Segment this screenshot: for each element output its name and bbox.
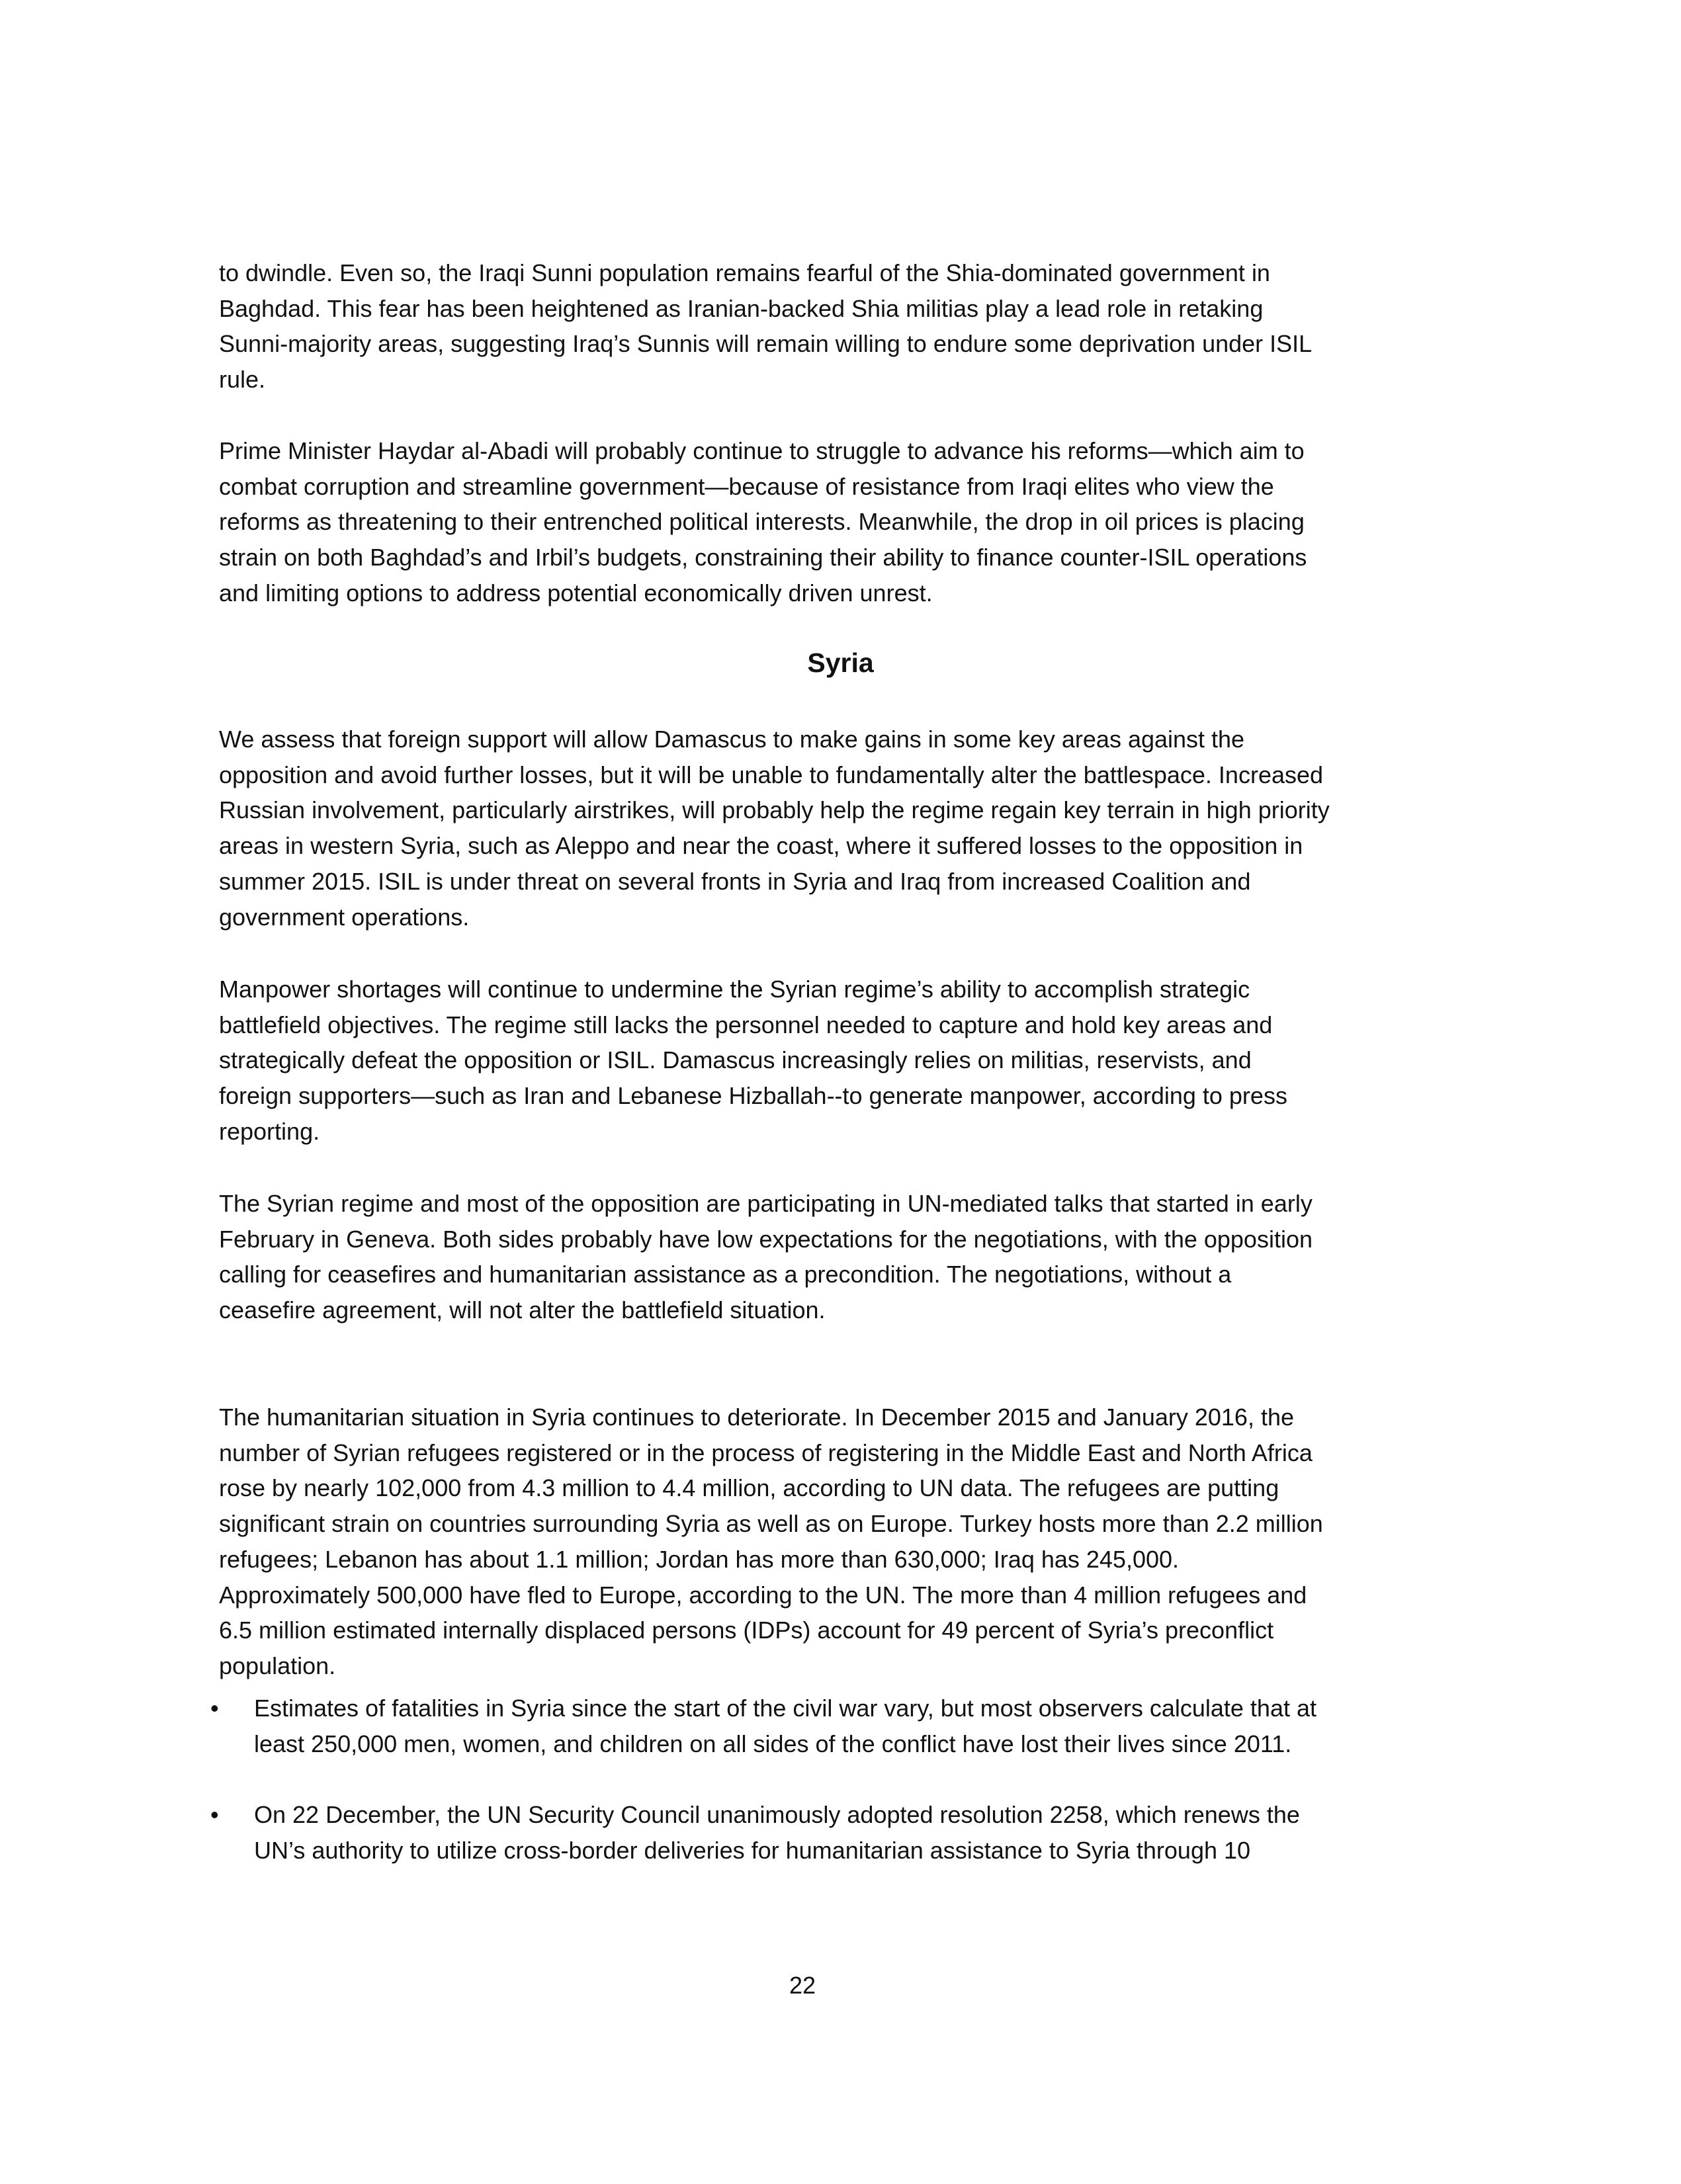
paragraph-iraq-sunni: [219, 255, 1312, 398]
text-line: Approximately 500,000 have fled to Europe, according to the UN. The more than 4 million refugees and: [219, 1581, 1307, 1609]
text-line: UN’s authority to utilize cross-border deliveries for humanitarian assistance to Syria through 10: [254, 1836, 1251, 1864]
text-line: foreign supporters—such as Iran and Lebanese Hizballah--to generate manpower, according to press: [219, 1082, 1287, 1110]
text-line: reforms as threatening to their entrenched political interests. Meanwhile, the drop in oil prices is placing: [219, 508, 1305, 536]
text-line: Prime Minister Haydar al-Abadi will probably continue to struggle to advance his reforms—which aim to: [219, 437, 1305, 464]
text-line: government operations.: [219, 903, 470, 931]
text-line: combat corruption and streamline government—because of resistance from Iraqi elites who view the: [219, 472, 1274, 500]
text-line: We assess that foreign support will allow Damascus to make gains in some key areas against the: [219, 726, 1245, 753]
bullet-icon: •: [210, 1695, 219, 1722]
text-line: strategically defeat the opposition or ISIL. Damascus increasingly relies on militias, reservists, and: [219, 1046, 1252, 1074]
text-line: least 250,000 men, women, and children on all sides of the conflict have lost their lives since 2011.: [254, 1730, 1292, 1757]
text-line: refugees; Lebanon has about 1.1 million; Jordan has more than 630,000; Iraq has 245,000.: [219, 1545, 1180, 1573]
text-line: 6.5 million estimated internally displaced persons (IDPs) account for 49 percent of Syria’s preconflict: [219, 1617, 1274, 1644]
text-line: calling for ceasefires and humanitarian assistance as a precondition. The negotiations, without a: [219, 1261, 1232, 1288]
text-line: rose by nearly 102,000 from 4.3 million to 4.4 million, according to UN data. The refugees are putting: [219, 1474, 1279, 1502]
text-line: opposition and avoid further losses, but it will be unable to fundamentally alter the battlespace. Increased: [219, 761, 1324, 788]
text-line: rule.: [219, 366, 266, 394]
text-line: strain on both Baghdad’s and Irbil’s budgets, constraining their ability to finance counter-ISIL operations: [219, 544, 1307, 571]
text-line: summer 2015. ISIL is under threat on several fronts in Syria and Iraq from increased Coalition and: [219, 867, 1251, 895]
bullet-resolution-2258: [210, 1797, 1300, 1868]
text-line: February in Geneva. Both sides probably have low expectations for the negotiations, with the opposition: [219, 1225, 1313, 1253]
paragraph-un-talks: [219, 1186, 1313, 1328]
text-line: Baghdad. This fear has been heightened as Iranian-backed Shia militias play a lead role in retaking: [219, 294, 1264, 322]
text-line: The Syrian regime and most of the opposition are participating in UN-mediated talks that started in early: [219, 1190, 1313, 1217]
text-line: battlefield objectives. The regime still lacks the personnel needed to capture and hold key areas and: [219, 1011, 1273, 1038]
text-line: ceasefire agreement, will not alter the battlefield situation.: [219, 1296, 826, 1324]
text-line: Manpower shortages will continue to undermine the Syrian regime’s ability to accomplish strategic: [219, 976, 1250, 1003]
text-line: reporting.: [219, 1117, 320, 1145]
text-line: population.: [219, 1652, 336, 1679]
paragraph-manpower: [219, 972, 1287, 1150]
bullet-icon: •: [210, 1801, 219, 1828]
text-line: Russian involvement, particularly airstrikes, will probably help the regime regain key terrain in high priority: [219, 796, 1330, 824]
text-line: Estimates of fatalities in Syria since the start of the civil war vary, but most observers calculate that at: [254, 1695, 1316, 1722]
text-line: and limiting options to address potential economically driven unrest.: [219, 579, 933, 607]
text-line: significant strain on countries surrounding Syria as well as on Europe. Turkey hosts more than 2.2 million: [219, 1510, 1323, 1538]
section-heading-syria: Syria: [807, 648, 874, 678]
bullet-fatalities: [210, 1691, 1316, 1761]
text-line: The humanitarian situation in Syria continues to deteriorate. In December 2015 and January 2016, the: [219, 1404, 1294, 1431]
text-line: number of Syrian refugees registered or in the process of registering in the Middle East and North Africa: [219, 1439, 1313, 1466]
paragraph-foreign-support: [219, 722, 1330, 935]
page-number: 22: [789, 1972, 816, 1999]
paragraph-abadi-reforms: [219, 433, 1307, 611]
text-line: to dwindle. Even so, the Iraqi Sunni population remains fearful of the Shia-dominated government in: [219, 259, 1270, 286]
text-line: Sunni-majority areas, suggesting Iraq’s Sunnis will remain willing to endure some deprivation under ISIL: [219, 330, 1313, 358]
text-line: areas in western Syria, such as Aleppo and near the coast, where it suffered losses to the opposition in: [219, 832, 1303, 860]
paragraph-humanitarian: [219, 1400, 1323, 1684]
text-line: On 22 December, the UN Security Council unanimously adopted resolution 2258, which renews the: [254, 1801, 1300, 1828]
